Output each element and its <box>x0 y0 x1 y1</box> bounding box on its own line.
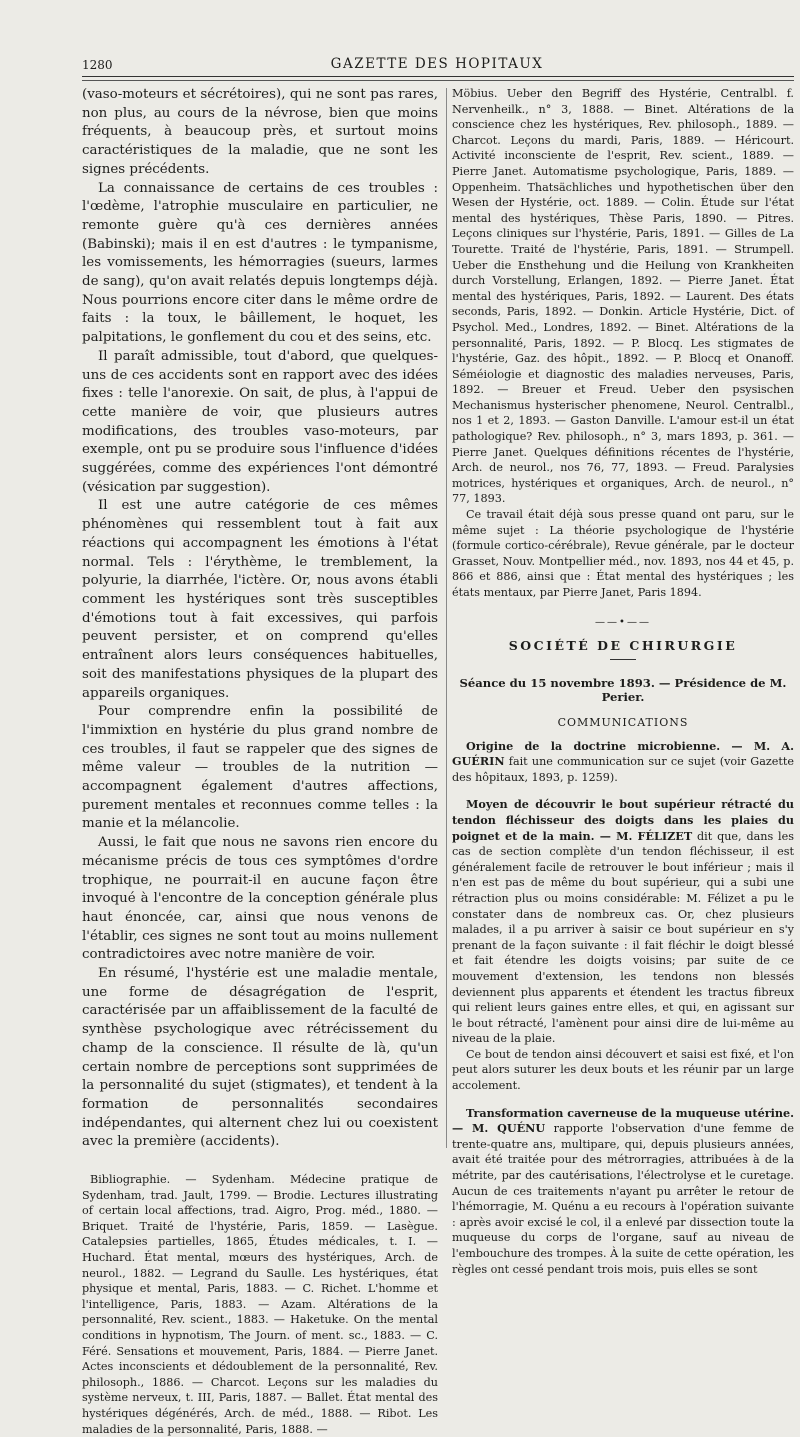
item-lead: Transformation caverneuse de la muqueuse utérine. — M. QUÉNU <box>452 1105 794 1136</box>
item-lead: Moyen de découvrir le bout supérieur rétracté du tendon fléchisseur des doigts dans les plaies du poignet et de la main. — M. FÉLIZET <box>452 797 794 843</box>
item-text: Ce bout de tendon ainsi découvert et saisi est fixé, et l'on peut alors suturer les deux bouts et les réunir par un large accolement. <box>452 1047 794 1093</box>
header-rule <box>82 76 794 77</box>
session-line: Séance du 15 novembre 1893. — Présidence de M. Perier. <box>459 675 787 704</box>
paragraph: Il paraît admissible, tout d'abord, que quelques-uns de ces accidents sont en rapport avec des idées fixes : telle l'anorexie. On sait, de plus, à l'appui de cette manière de voir, que plusieurs autres modifications, des troubles vaso-moteurs, par exemple, ont pu se produire sous l'influence d'idées suggérées, comme des expériences l'ont démontré (vésication par suggestion). <box>82 348 438 495</box>
paragraph: (vaso-moteurs et sécrétoires), qui ne sont pas rares, non plus, au cours de la névrose, bien que moins fréquents, à beaucoup près, et surtout moins caractéristiques de la maladie, que ne sont les signes précédents. <box>82 87 438 177</box>
communication-item <box>452 1047 794 1094</box>
item-text: rapporte l'observation d'une femme de trente-quatre ans, multipare, qui, depuis plusieurs années, avait été traitée pour des métrorragies, attribuées à de la métrite, par des cautérisations, l'électrolyse et le curetage. Aucun de ces traitements n'ayant pu arrêter le retour de l'hémorragie, M. Quénu a eu recours à l'opération suivante : après avoir excisé le col, il a enlevé par dissection toute la muqueuse du corps de l'organe, sauf au niveau de l'embouchure des trompes. À la suite de cette opération, les règles ont cessé pendant trois mois, puis elles se sont <box>452 1122 794 1276</box>
column-divider <box>446 88 447 1148</box>
short-rule <box>610 659 636 660</box>
bibliography-continued: Möbius. Ueber den Begriff des Hystérie, Centralbl. f. Nervenheilk., n° 3, 1888. — Binet. Altérations de la conscience chez les hystériques, Rev. philosoph., 1889. — Charcot. Leçons du mardi, Paris, 1889. — Héricourt. Activité inconsciente de l'esprit, Rev. scient., 1889. — Pierre Janet. Automatisme psychologique, Paris, 1889. — Oppenheim. Thatsächliches und hypothetischen über den Wesen der Hystérie, oct. 1889. — Colin. Étude sur l'état mental des hystériques, Thèse Paris, 1890. — Pitres. Leçons cliniques sur l'hystérie, Paris, 1891. — Gilles de La Tourette. Traité de l'hystérie, Paris, 1891. — Strumpell. Ueber die Ensthehung und die Heilung von Krankheiten durch Vorstellung, Erlangen, 1892. — Pierre Janet. État mental des hystériques, Paris, 1892. — Laurent. Des états seconds, Paris, 1892. — Donkin. Article Hystérie, Dict. of Psychol. Med., Londres, 1892. — Binet. Altérations de la personnalité, Paris, 1892. — P. Blocq. Les stigmates de l'hystérie, Gaz. des hôpit., 1892. — P. Blocq et Onanoff. Séméiologie et diagnostic des maladies nerveuses, Paris, 1892. — Breuer et Freud. Ueber den psysischen Mechanismus hysterischer phenomene, Neurol. Centralbl., nos 1 et 2, 1893. — Gaston Danville. L'amour est-il un état pathologique? Rev. philosoph., n° 3, mars 1893, p. 361. — Pierre Janet. Quelques définitions récentes de l'hystérie, Arch. de neurol., nos 76, 77, 1893. — Freud. Paralysies motrices, hystériques et organiques, Arch. de neurol., n° 77, 1893. <box>452 87 794 506</box>
paragraph: La connaissance de certains de ces troubles : l'œdème, l'atrophie musculaire en particulier, ne remonte guère qu'à ces dernières années (Babinski); mais il en est d'autres : le tympanisme, les vomissements, les hémorragies (sueurs, larmes de sang), qu'on avait relatés depuis longtemps déjà. Nous pourrions encore citer dans le même ordre de faits : la toux, le bâillement, le hoquet, les palpitations, le gonflement du cou et des seins, etc. <box>82 180 438 346</box>
paragraph: Il est une autre catégorie de ces mêmes phénomènes qui ressemblent tout à fait aux réactions qui accompagnent les émotions à l'état normal. Tels : l'érythème, le tremblement, la polyurie, la diarrhée, l'ictère. Or, nous avons établi comment les hystériques sont très susceptibles d'émotions tout à fait excessives, qui parfois peuvent persister, et on comprend qu'elles entraînent alors leurs conséquences habituelles, soit des manifestations physiques de la plupart des appareils organiques. <box>82 498 438 701</box>
right-column <box>452 86 794 1276</box>
page-number: 1280 <box>82 58 113 72</box>
subsection-title: COMMUNICATIONS <box>557 715 689 729</box>
communication-item <box>452 739 794 786</box>
item-lead: Origine de la doctrine microbienne. — M. A. GUÉRIN <box>452 738 794 769</box>
paragraph: Pour comprendre enfin la possibilité de l'immixtion en hystérie du plus grand nombre de ces troubles, il faut se rappeler que des signes de même valeur — troubles de la nutrition — accompagnent également d'autres affections, purement mentales et reconnues comme telles : la manie et la mélancolie. <box>82 704 438 832</box>
item-text: dit que, dans les cas de section complète d'un tendon fléchisseur, il est généralement facile de retrouver le bout inférieur ; mais il n'en est pas de même du bout supérieur, qui a subi une rétraction plus ou moins considérable: M. Félizet a pu le constater dans de nombreux cas. Or, chez plusieurs malades, il a pu arriver à saisir ce bout supérieur en s'y prenant de la façon suivante : il fait fléchir le doigt blessé et fait étendre les doigts voisins; par suite de ce mouvement d'extension, les tendons non blessés deviennent plus apparents et étendent les tractus fibreux qui relient leurs gaines entre elles, et qui, en agissant sur le bout rétracté, l'amènent pour ainsi dire de lui-même au niveau de la plaie. <box>452 829 794 1046</box>
paragraph: En résumé, l'hystérie est une maladie mentale, une forme de désagrégation de l'esprit, caractérisée par un affaiblissement de la faculté de synthèse psychologique avec rétrécissement du champ de la conscience. Il résulte de là, qu'un certain nombre de perceptions sont supprimées de la personnalité du sujet (stigmates), et tendent à la formation de personnalités secondaires indépendantes, qui alternent chez lui ou coexistent avec la première (accidents). <box>82 966 438 1150</box>
communication-item <box>452 797 794 1047</box>
closing-note: Ce travail était déjà sous presse quand ont paru, sur le même sujet : La théorie psychologique de l'hystérie (formule cortico-cérébrale), Revue générale, par le docteur Grasset, Nouv. Montpellier méd., nov. 1893, nos 44 et 45, p. 866 et 886, ainsi que : État mental des hystériques ; les états mentaux, par Pierre Janet, Paris 1894. <box>452 508 794 599</box>
header-rule-thin <box>82 80 794 81</box>
bibliography: Bibliographie. — Sydenham. Médecine pratique de Sydenham, trad. Jault, 1799. — Brodie. Lectures illustrating of certain local affections, trad. Aigro, Prog. méd., 1880. — Briquet. Traité de l'hystérie, Paris, 1859. — Lasègue. Catalepsies partielles, 1865, Études médicales, t. I. — Huchard. État mental, mœurs des hystériques, Arch. de neurol., 1882. — Legrand du Saulle. Les hystériques, état physique et mental, Paris, 1883. — C. Richet. L'homme et l'intelligence, Paris, 1883. — Azam. Altérations de la personnalité, Rev. scient., 1883. — Haketuke. On the mental conditions in hypnotism, The Journ. of ment. sc., 1883. — C. Féré. Sensations et mouvement, Paris, 1884. — Pierre Janet. Actes inconscients et dédoublement de la personnalité, Rev. philosoph., 1886. — Charcot. Leçons sur les maladies du système nerveux, t. III, Paris, 1887. — Ballet. État mental des hystériques dégénérés, Arch. de méd., 1888. — Ribot. Les maladies de la personnalité, Paris, 1888. — <box>82 1173 438 1436</box>
running-title: GAZETTE DES HOPITAUX <box>330 56 544 72</box>
section-title: SOCIÉTÉ DE CHIRURGIE <box>508 637 738 653</box>
paragraph: Aussi, le fait que nous ne savons rien encore du mécanisme précis de tous ces symptômes d'ordre trophique, ne pourrait-il en aucune façon être invoqué à l'encontre de la conception générale plus haut énoncée, car, ainsi que nous venons de l'établir, ces signes ne sont tout au moins nullement contradictoires avec notre manière de voir. <box>82 835 438 963</box>
left-column <box>82 86 438 1436</box>
separator-ornament: ——•—— <box>595 616 651 628</box>
item-text: fait une communication sur ce sujet (voir Gazette des hôpitaux, 1893, p. 1259). <box>452 755 794 784</box>
page-header <box>82 56 792 74</box>
communication-item <box>452 1106 794 1278</box>
